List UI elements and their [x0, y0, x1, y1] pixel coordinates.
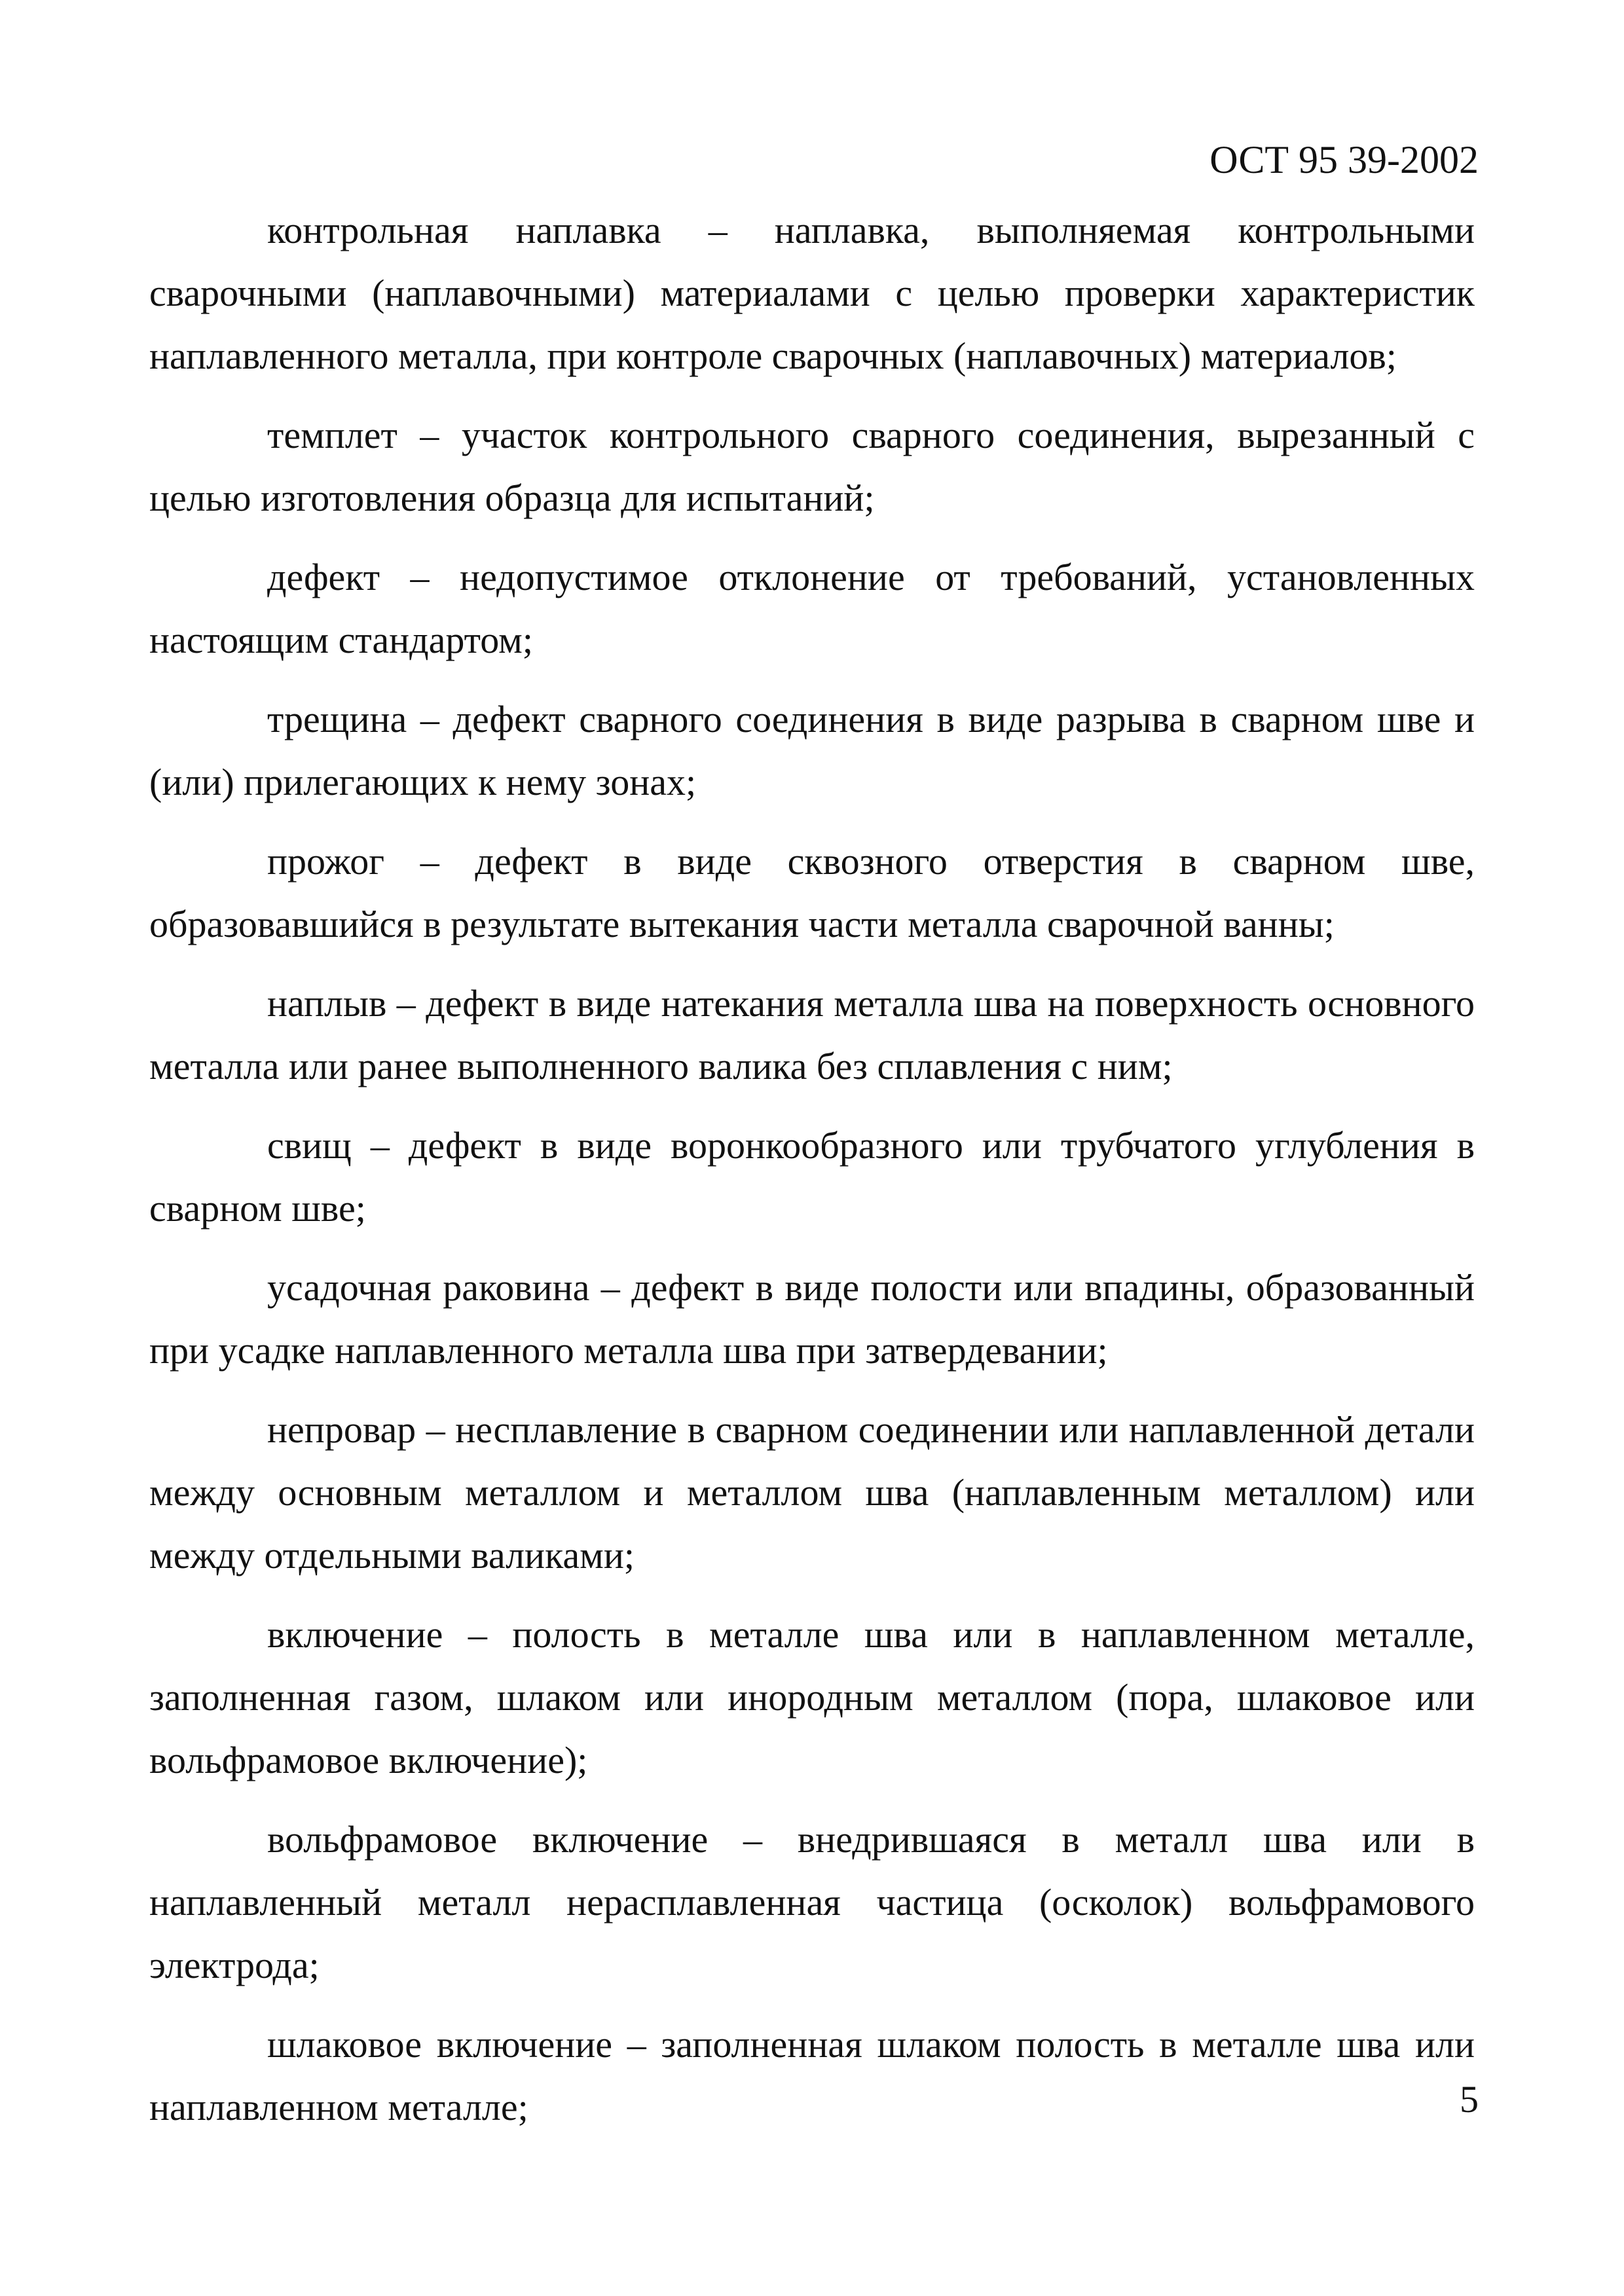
- definition-slag-inclusion: шлаковое включение – заполненная шлаком полость в металле шва или наплавленном металле;: [149, 2023, 1475, 2128]
- definition-crack: трещина – дефект сварного соединения в виде разрыва в сварном шве и (или) прилегающих к нему зонах;: [149, 698, 1475, 803]
- definition-templet: темплет – участок контрольного сварного соединения, вырезанный с целью изготовления образца для испытаний;: [149, 414, 1475, 519]
- document-code: ОСТ 95 39-2002: [1209, 138, 1479, 181]
- definition-control-deposit: контрольная наплавка – наплавка, выполняемая контрольными сварочными (наплавочными) материалами с целью проверки характеристик наплавленного металла, при контроле сварочных (наплавочных) материалов;: [149, 209, 1475, 377]
- definition-burn-through: прожог – дефект в виде сквозного отверстия в сварном шве, образовавшийся в результате вытекания части металла сварочной ванны;: [149, 840, 1475, 945]
- definition-wormhole: свищ – дефект в виде воронкообразного или трубчатого углубления в сварном шве;: [149, 1124, 1475, 1230]
- definition-overlap: наплыв – дефект в виде натекания металла шва на поверхность основного металла или ранее выполненного валика без сплавления с ним;: [149, 982, 1475, 1087]
- definition-defect: дефект – недопустимое отклонение от требований, установленных настоящим стандартом;: [149, 556, 1475, 661]
- definition-inclusion: включение – полость в металле шва или в наплавленном металле, заполненная газом, шлаком или инородным металлом (пора, шлаковое или вольфрамовое включение);: [149, 1613, 1475, 1781]
- definitions-list: [149, 199, 1475, 2139]
- definition-shrinkage-cavity: усадочная раковина – дефект в виде полости или впадины, образованный при усадке наплавленного металла шва при затвердевании;: [149, 1266, 1475, 1372]
- definition-lack-of-fusion: непровар – несплавление в сварном соединении или наплавленной детали между основным металлом и металлом шва (наплавленным металлом) или между отдельными валиками;: [149, 1408, 1475, 1576]
- page-number: 5: [1460, 2078, 1479, 2121]
- definition-tungsten-inclusion: вольфрамовое включение – внедрившаяся в металл шва или в наплавленный металл нерасплавленная частица (осколок) вольфрамового электрода;: [149, 1818, 1475, 1986]
